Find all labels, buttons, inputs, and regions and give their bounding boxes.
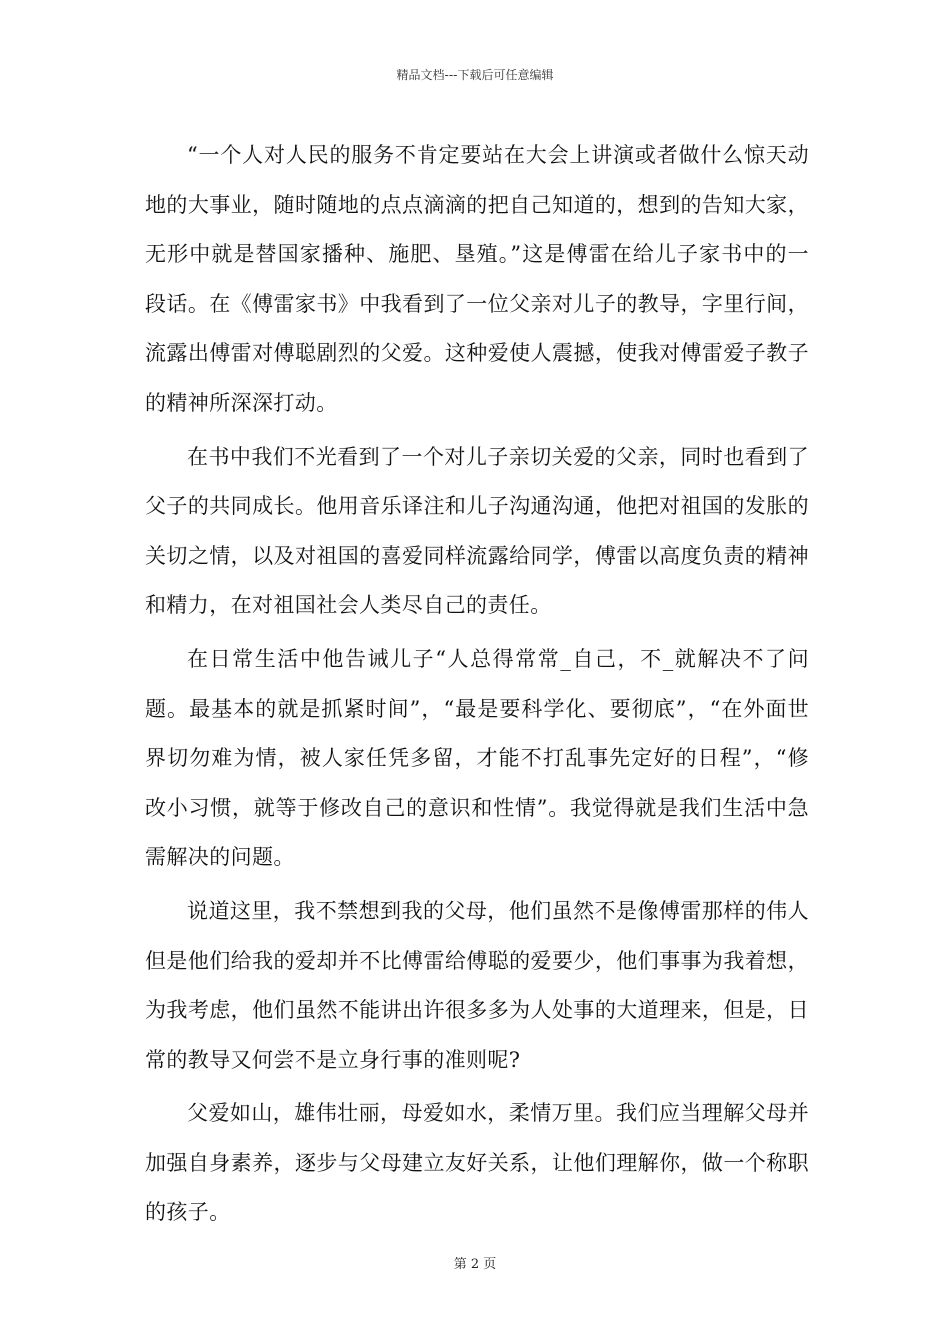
paragraph-3: 在日常生活中他告诫儿子“人总得常常_自己，不_就解决不了问题。最基本的就是抓紧时间”，“最是要科学化、要彻底”，“在外面世界切勿难为情，被人家任凭多留，才能不打乱事先定好的日程”，“修改小习惯，就等于修改自己的意识和性情”。我觉得就是我们生活中急需解决的问题。 [145, 646, 809, 870]
page-number: 第 2 页 [453, 1257, 497, 1272]
paragraph-4: 说道这里，我不禁想到我的父母，他们虽然不是像傅雷那样的伟人但是他们给我的爱却并不比傅雷给傅聪的爱要少，他们事事为我着想，为我考虑，他们虽然不能讲出许很多多为人处事的大道理来，但是，日常的教导又何尝不是立身行事的准则呢? [145, 898, 809, 1072]
document-body [145, 131, 809, 1242]
paragraph-2: 在书中我们不光看到了一个对儿子亲切关爱的父亲，同时也看到了父子的共同成长。他用音乐译注和儿子沟通沟通，他把对祖国的发胀的关切之情，以及对祖国的喜爱同样流露给同学，傅雷以高度负责的精神和精力，在对祖国社会人类尽自己的责任。 [145, 444, 809, 618]
paragraph-1: “一个人对人民的服务不肯定要站在大会上讲演或者做什么惊天动地的大事业，随时随地的点点滴滴的把自己知道的，想到的告知大家，无形中就是替国家播种、施肥、垦殖。”这是傅雷在给儿子家书中的一段话。在《傅雷家书》中我看到了一位父亲对儿子的教导，字里行间，流露出傅雷对傅聪剧烈的父爱。这种爱使人震撼，使我对傅雷爱子教子的精神所深深打动。 [145, 143, 809, 415]
page-header: 精品文档---下载后可任意编辑 [396, 68, 554, 82]
paragraph-5: 父爱如山，雄伟壮丽，母爱如水，柔情万里。我们应当理解父母并加强自身素养，逐步与父母建立友好关系，让他们理解你，做一个称职的孩子。 [145, 1101, 809, 1225]
